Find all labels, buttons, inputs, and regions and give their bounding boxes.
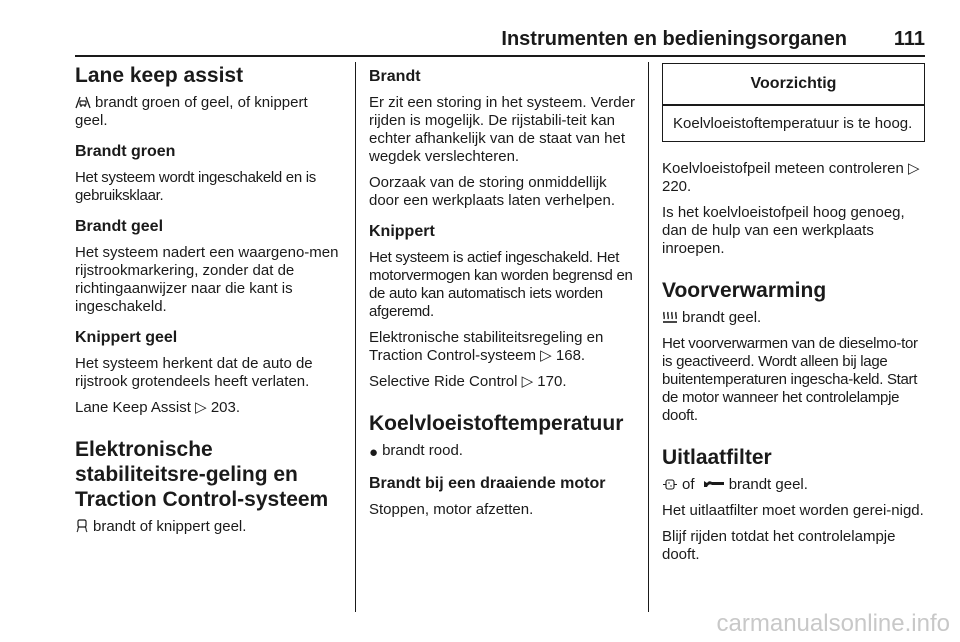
esc-heading: Elektronische stabiliteitsre-geling en Traction Control-systeem (75, 438, 329, 511)
column-2 (369, 63, 635, 527)
selective-ride-reference: Selective Ride Control ▷ 170. (369, 373, 567, 390)
coolant-intro: ● brandt rood. (369, 442, 463, 461)
column-divider-2 (648, 62, 649, 612)
column-divider-1 (355, 62, 356, 612)
flashing-text: Het systeem is actief ingeschakeld. Het motorvermogen kan worden begrensd en de auto kan automatisch iets worden afgeremd. (369, 249, 633, 320)
preheat-heading: Voorverwarming (662, 279, 827, 302)
coolant-heading: Koelvloeistoftemperatuur (369, 412, 624, 435)
esc-intro: brandt of knippert geel. (75, 518, 343, 536)
yellow-heading: Brandt geel (75, 218, 164, 235)
lit-text-1: Er zit een storing in het systeem. Verder rijden is mogelijk. De rijstabili-teit kan echter afhankelijk van de staat van het wegdek verslechteren. (369, 94, 635, 165)
esc-skid-icon (75, 519, 89, 533)
lit-heading: Brandt (369, 68, 421, 85)
caution-box (662, 63, 925, 142)
glow-plug-icon (662, 311, 678, 324)
green-heading: Brandt groen (75, 143, 176, 160)
exhaust-filter-text-2: Blijf rijden totdat het controlelampje dooft. (662, 528, 896, 563)
reference-arrow-icon: ▷ (521, 373, 534, 390)
lane-keep-assist-heading: Lane keep assist (75, 64, 244, 87)
reference-arrow-icon: ▷ (195, 399, 207, 416)
coolant-check-text: Koelvloeistofpeil meteen controleren ▷ 220. (662, 160, 920, 195)
flash-yellow-text: Het systeem herkent dat de auto de rijstrook grotendeels heeft verlaten. (75, 355, 313, 390)
running-engine-text: Stoppen, motor afzetten. (369, 501, 534, 518)
page-header (75, 24, 925, 54)
page-number: 111 (893, 28, 925, 50)
watermark: carmanualsonline.info (716, 610, 950, 637)
caution-title: Voorzichtig (663, 64, 924, 106)
yellow-text: Het systeem nadert een waargeno-men rijstrookmarkering, zonder dat de richtingaanwijzer naar die kant is ingeschakeld. (75, 244, 339, 315)
coolant-dot-icon: ● (369, 444, 379, 461)
particle-filter-icon (662, 478, 678, 491)
flash-yellow-heading: Knippert geel (75, 329, 178, 346)
preheat-text: Het voorverwarmen van de dieselmo-tor is geactiveerd. Wordt alleen bij lage buitentemperaturen ingescha-keld. Start de motor wanneer het controlelampje dooft. (662, 335, 918, 424)
reference-arrow-icon: ▷ (907, 160, 920, 177)
green-text: Het systeem wordt ingeschakeld en is gebruiksklaar. (75, 169, 316, 204)
exhaust-filter-text-1: Het uitlaatfilter moet worden gerei-nigd. (662, 502, 924, 519)
exhaust-filter-heading: Uitlaatfilter (662, 446, 772, 469)
chapter-title: Instrumenten en bedieningsorganen (501, 28, 847, 50)
preheat-intro: brandt geel. (662, 309, 925, 327)
lane-keep-assist-icon (75, 96, 91, 109)
exhaust-filter-intro: of brandt geel. (662, 476, 925, 494)
exhaust-filter-pipe-icon (703, 478, 725, 491)
esc-reference: Elektronische stabiliteitsregeling en Traction Control-systeem ▷ 168. (369, 329, 604, 364)
lane-intro: brandt groen of geel, of knippert geel. (75, 94, 308, 129)
header-rule (75, 55, 925, 57)
caution-text: Koelvloeistoftemperatuur is te hoog. (673, 115, 913, 132)
column-1 (75, 63, 343, 544)
flashing-heading: Knippert (369, 223, 435, 240)
lit-text-2: Oorzaak van de storing onmiddellijk door een werkplaats laten verhelpen. (369, 174, 615, 209)
column-3 (662, 63, 925, 572)
lane-keep-assist-reference: Lane Keep Assist ▷ 203. (75, 399, 241, 416)
reference-arrow-icon: ▷ (540, 347, 552, 364)
running-engine-heading: Brandt bij een draaiende motor (369, 475, 606, 492)
coolant-level-text: Is het koelvloeistofpeil hoog genoeg, dan de hulp van een werkplaats inroepen. (662, 204, 905, 257)
